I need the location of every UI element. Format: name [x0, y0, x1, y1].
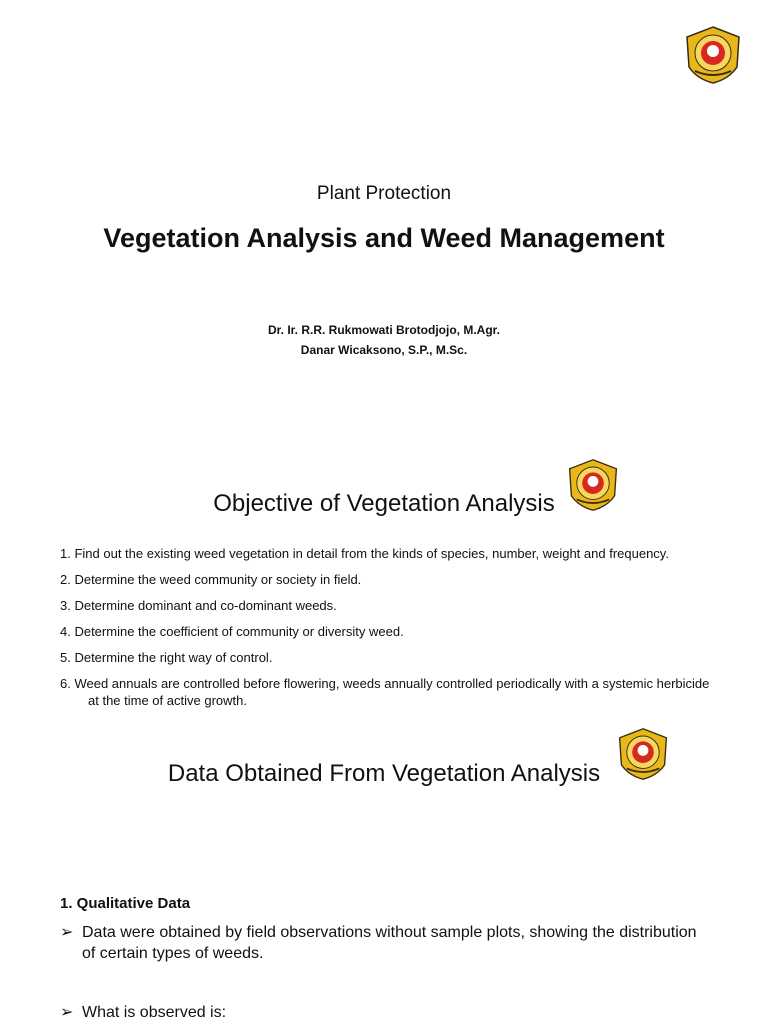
- arrow-bullet-icon: ➢: [60, 1004, 74, 1021]
- objective-title: Objective of Vegetation Analysis: [213, 490, 555, 517]
- list-item: 6. Weed annuals are controlled before flowering, weeds annually controlled periodically with a systemic herbicide at the time of active growth.: [60, 676, 710, 708]
- author-list: [0, 320, 768, 360]
- objective-list: [60, 545, 720, 718]
- bullet-text: Data were obtained by field observations without sample plots, showing the distribution of certain types of weeds.: [82, 924, 697, 962]
- list-item: 4. Determine the coefficient of community or diversity weed.: [60, 624, 404, 639]
- bullet-item: [60, 922, 700, 964]
- presentation-title: Vegetation Analysis and Weed Management: [103, 223, 665, 253]
- author-name: Danar Wicaksono, S.P., M.Sc.: [300, 343, 468, 357]
- bullet-text: What is observed is:: [82, 1004, 227, 1021]
- university-emblem-icon: [566, 457, 620, 513]
- title-slide: [0, 0, 768, 440]
- arrow-bullet-icon: ➢: [60, 924, 74, 941]
- list-item: 3. Determine dominant and co-dominant weeds.: [60, 598, 337, 613]
- author-name: Dr. Ir. R.R. Rukmowati Brotodjojo, M.Agr.: [267, 323, 500, 337]
- university-emblem-icon: [616, 726, 670, 782]
- bullet-item: [60, 1002, 700, 1023]
- section-heading: 1. Qualitative Data: [60, 895, 191, 912]
- university-emblem-icon: [683, 25, 743, 85]
- list-item: 5. Determine the right way of control.: [60, 650, 273, 665]
- data-title: Data Obtained From Vegetation Analysis: [167, 760, 601, 787]
- list-item: 2. Determine the weed community or society in field.: [60, 572, 362, 587]
- course-subtitle: Plant Protection: [316, 183, 452, 204]
- list-item: 1. Find out the existing weed vegetation in detail from the kinds of species, number, weight and frequency.: [60, 546, 669, 561]
